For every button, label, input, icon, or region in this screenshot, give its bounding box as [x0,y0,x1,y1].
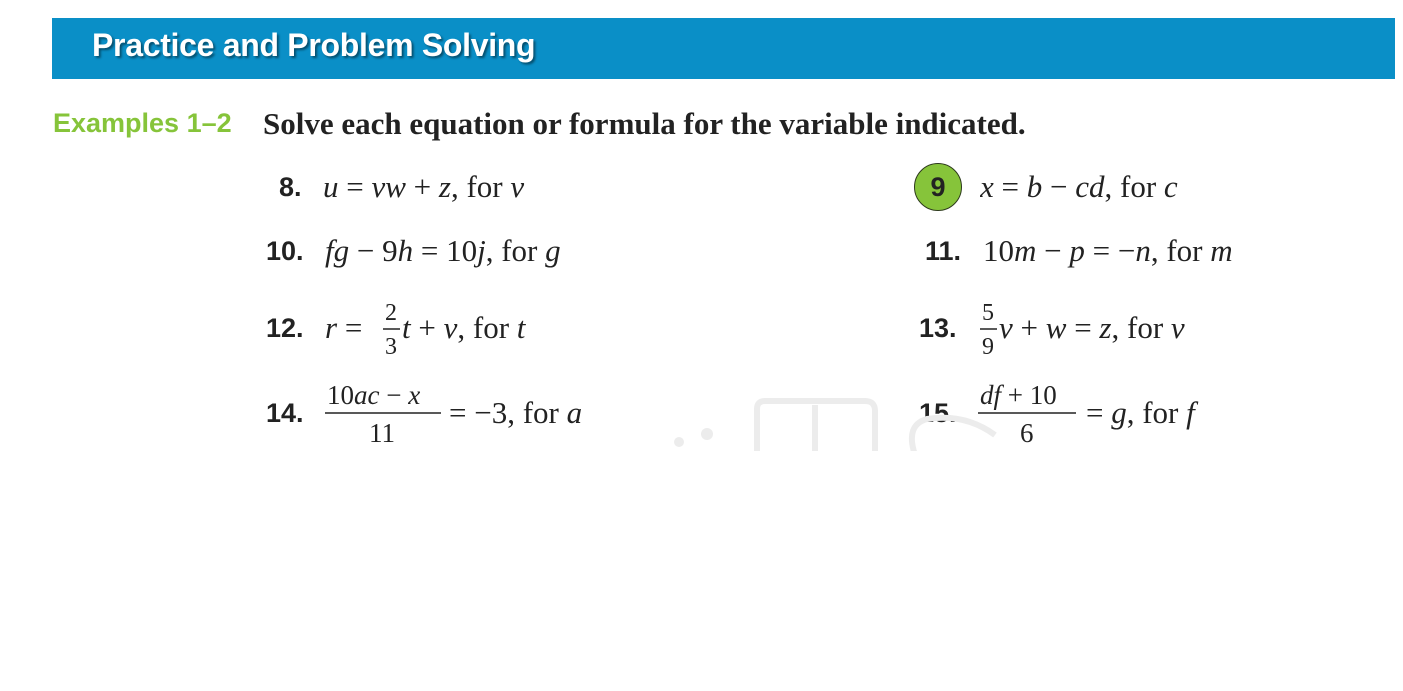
problem-9-equation [980,162,1240,212]
problem-14-equation [325,376,635,450]
problem-12 [266,296,585,360]
section-banner [52,18,1395,79]
problem-number: 10. [266,235,304,266]
problem-8-equation [323,162,613,212]
problem-number: 13. [919,312,957,343]
problem-13 [919,296,1248,360]
svg-text:6: 6 [1020,418,1034,448]
svg-text:df + 10: df + 10 [980,380,1058,410]
problem-10 [266,226,625,276]
svg-text:u = vw + z, for v: u = vw + z, for v [323,169,525,204]
svg-text:fg − 9h = 10j, for g: fg − 9h = 10j, for g [325,233,561,268]
svg-text:x = b − cd, for c: x = b − cd, for c [979,169,1178,204]
svg-text:= g, for f: = g, for f [1086,395,1196,430]
svg-text:= −3, for a: = −3, for a [449,395,583,430]
problem-number: 11. [925,235,962,266]
problem-11 [925,226,1303,276]
svg-text:t + v, for t: t + v, for t [402,310,526,345]
svg-text:r =: r = [325,310,363,345]
problem-number-circled: 9 [914,163,962,211]
svg-text:10m − p = −n, for m: 10m − p = −n, for m [982,233,1233,268]
svg-text:5: 5 [982,300,995,326]
problem-12-equation [325,296,585,360]
watermark-logo-icon [665,395,1025,451]
problem-number: 14. [266,397,304,428]
problem-13-equation [978,296,1248,360]
instructions-text: Solve each equation or formula for the variable indicated. [263,106,1026,141]
svg-text:10ac − x: 10ac − x [327,380,421,410]
svg-text:2: 2 [385,300,398,326]
section-title: Practice and Problem Solving [92,27,536,63]
problem-number: 12. [266,312,304,343]
svg-text:v + w = z, for v: v + w = z, for v [999,310,1185,345]
problem-10-equation [325,226,625,276]
problem-number: 8. [279,171,302,202]
svg-text:11: 11 [369,418,396,448]
problem-number: 15. [919,397,957,428]
svg-text:3: 3 [385,334,398,360]
problem-11-equation [983,226,1303,276]
problem-9 [914,162,1240,212]
svg-text:9: 9 [982,334,995,360]
examples-reference: Examples 1–2 [53,108,232,138]
problem-14 [266,376,635,450]
problem-8 [279,162,613,212]
